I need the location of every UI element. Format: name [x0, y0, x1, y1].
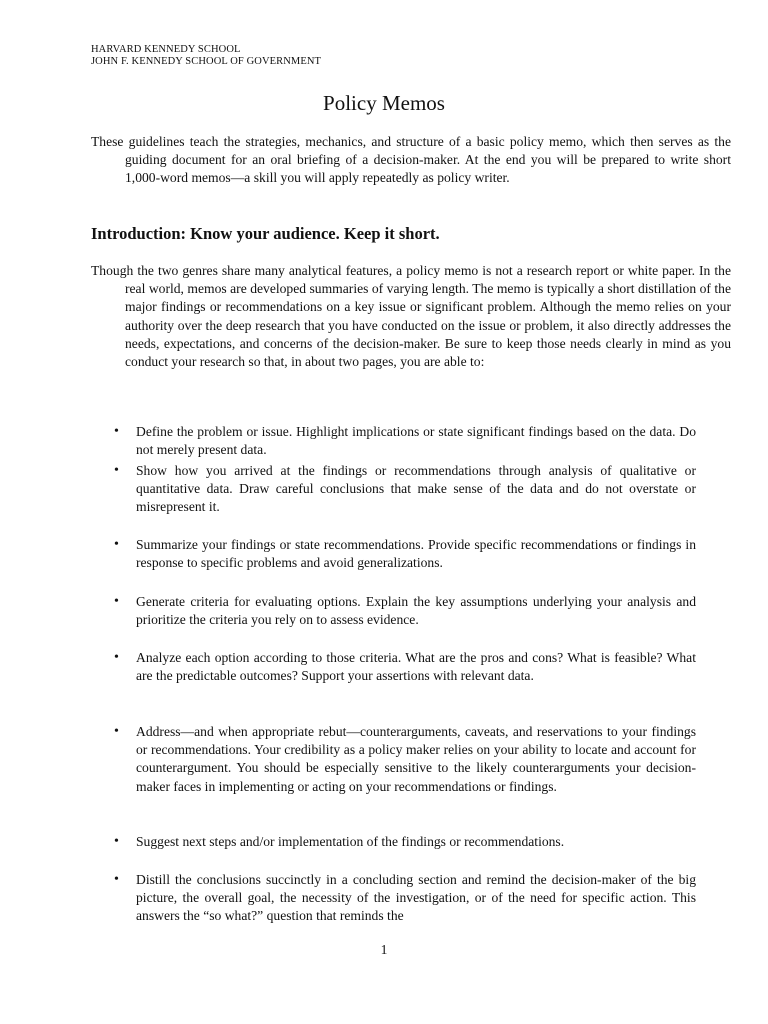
- bullet-text: Show how you arrived at the findings or recommendations through analysis of qualitative or quantitative data. Draw careful conclusions that make sense of the data and do not overstate or misrepresent it.: [136, 463, 696, 515]
- bullet-text: Generate criteria for evaluating options. Explain the key assumptions underlying your analysis and prioritize the criteria you rely on to assess evidence.: [136, 594, 696, 628]
- bullet-icon: •: [114, 650, 119, 665]
- bullet-item-summarize: [114, 536, 696, 572]
- bullet-icon: •: [114, 724, 119, 739]
- section-heading: Introduction: Know your audience. Keep it short.: [91, 224, 440, 243]
- bullet-icon: •: [114, 834, 119, 849]
- institution-name: HARVARD KENNEDY SCHOOL: [91, 44, 241, 55]
- bullet-text: Define the problem or issue. Highlight implications or state significant findings based on the data. Do not merely present data.: [136, 424, 696, 458]
- bullet-item-define-problem: [114, 423, 696, 459]
- bullet-icon: •: [114, 463, 119, 478]
- bullet-item-conclusions: [114, 871, 696, 926]
- bullet-item-criteria: [114, 593, 696, 629]
- intro-paragraph: These guidelines teach the strategies, mechanics, and structure of a basic policy memo, which then serves as the guiding document for an oral briefing of a decision-maker. At the end you will be prepared to write short 1,000-word memos—a skill you will apply repeatedly as policy writer.: [91, 134, 731, 186]
- bullet-text: Analyze each option according to those criteria. What are the pros and cons? What is feasible? What are the predictable outcomes? Support your assertions with relevant data.: [136, 650, 696, 684]
- document-header: [91, 44, 321, 68]
- bullet-icon: •: [114, 537, 119, 552]
- bullet-item-show-findings: [114, 462, 696, 517]
- bullet-item-analyze: [114, 649, 696, 685]
- bullet-text: Distill the conclusions succinctly in a concluding section and remind the decision-maker of the big picture, the overall goal, the necessity of the investigation, or of the need for specific action. This answers the “so what?” question that reminds the: [136, 872, 696, 924]
- school-name: JOHN F. KENNEDY SCHOOL OF GOVERNMENT: [91, 56, 322, 67]
- bullet-text: Suggest next steps and/or implementation of the findings or recommendations.: [136, 834, 565, 849]
- bullet-icon: •: [114, 424, 119, 439]
- bullet-icon: •: [114, 594, 119, 609]
- bullet-item-counterarguments: [114, 723, 696, 796]
- bullet-item-next-steps: [114, 833, 696, 851]
- page-number: 1: [380, 942, 388, 957]
- bullet-icon: •: [114, 872, 119, 887]
- body-paragraph: Though the two genres share many analytical features, a policy memo is not a research report or white paper. In the real world, memos are developed summaries of varying length. The memo is typically a short distillation of the major findings or recommendations on a key issue or significant problem. Although the memo relies on your authority over the deep research that you have conducted on the issue or problem, it also directly addresses the needs, expectations, and concerns of the decision-maker. Be sure to keep those needs clearly in mind as you conduct your research so that, in about two pages, you are able to:: [91, 263, 731, 370]
- bullet-text: Summarize your findings or state recommendations. Provide specific recommendations or findings in response to specific problems and avoid generalizations.: [136, 537, 696, 571]
- bullet-text: Address—and when appropriate rebut—counterarguments, caveats, and reservations to your findings or recommendations. Your credibility as a policy maker relies on your ability to locate and account for counterargument. You should be especially sensitive to the likely counterarguments your decision-maker faces in implementing or acting on your recommendations or findings.: [136, 724, 696, 794]
- document-title: Policy Memos: [323, 91, 445, 115]
